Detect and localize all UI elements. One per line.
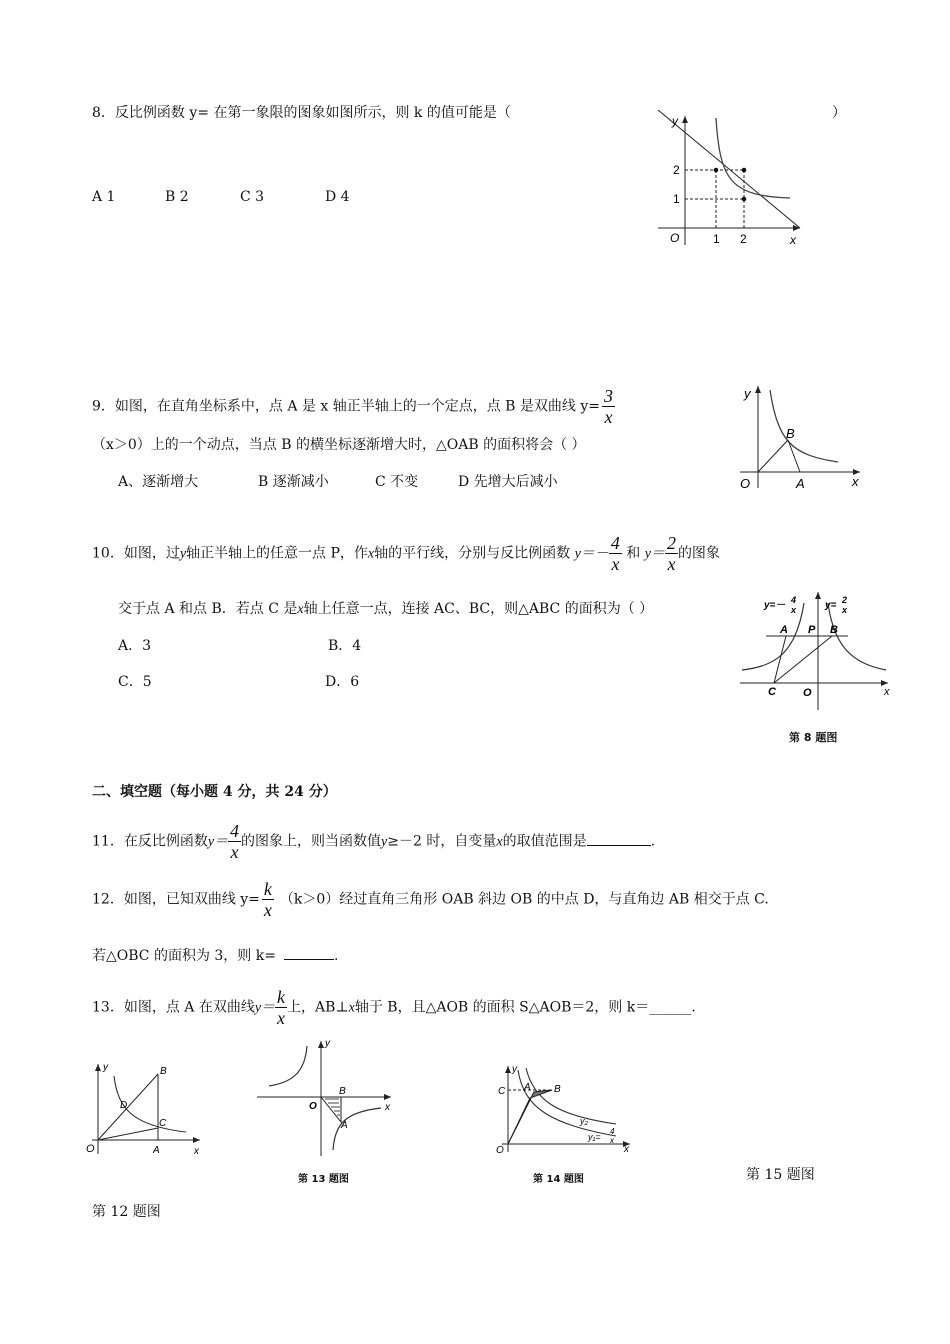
fig12-point-a-label: A (153, 1145, 160, 1156)
q10-curve1-den: x (791, 605, 797, 615)
fig12-point-b-label: B (160, 1066, 167, 1077)
q13-eq: y＝ (254, 1000, 276, 1016)
q10-var-x: x (367, 546, 375, 562)
q10-eq2: y＝ (644, 546, 665, 562)
q13-b: 上，AB⊥ (287, 999, 349, 1016)
q12-period: . (333, 948, 339, 964)
q8-tick-x2: 2 (740, 232, 747, 246)
q9-option-c: C 不变 (375, 474, 419, 490)
q11-period: . (650, 833, 656, 850)
q13-frac-den: x (277, 1008, 286, 1028)
q10-stem-d: 的图象 (677, 545, 720, 562)
q9-stem-a-text: 9．如图，在直角坐标系中，点 A 是 x 轴正半轴上的一个定点，点 B 是双曲线 y= (92, 398, 600, 415)
q9-y-label: y (744, 386, 751, 401)
q11-answer-blank[interactable] (587, 833, 651, 846)
fig12-caption: 第 12 题图 (92, 1204, 161, 1220)
fig13-origin-label: O (309, 1101, 317, 1112)
q10-eq1: y＝－ (574, 546, 609, 562)
section2-title: 二、填空题（每小题 4 分，共 24 分） (92, 784, 337, 800)
fig14-y1-label: y₁= (588, 1132, 601, 1142)
q10-stem-b: 轴正半轴上的任意一点 P，作 (186, 545, 368, 562)
q11-a: 11．在反比例函数 (92, 833, 208, 850)
fig14-point-b-label: B (554, 1084, 561, 1095)
fig12-graph (82, 1060, 212, 1160)
q11-d: 的取值范围是 (502, 833, 587, 850)
q13-frac-num: k (277, 987, 286, 1007)
q10-stem-c: 轴的平行线，分别与反比例函数 (374, 545, 571, 562)
q12-frac (262, 880, 274, 919)
q11-frac-den: x (230, 842, 239, 862)
q8-option-c: C 3 (240, 189, 265, 205)
q10-curve1-label: y=－ (764, 600, 786, 611)
fig14-y1-num: 4 (610, 1127, 615, 1136)
q11-eq: y＝ (207, 834, 229, 850)
q11-stem (92, 822, 655, 861)
fig12-point-d-label: D (120, 1100, 128, 1111)
q8-option-a: A 1 (92, 189, 116, 205)
fig12-y-label: y (103, 1062, 108, 1073)
q8-option-b: B 2 (165, 189, 189, 205)
q10-graph (736, 588, 896, 713)
q10-point-p-label: P (808, 624, 816, 636)
q10-frac2-num: 2 (666, 533, 676, 553)
q12-a: 12．如图，已知双曲线 y= (92, 891, 260, 908)
q8-origin-label: O (670, 231, 680, 245)
q8-tick-y1: 1 (673, 192, 680, 206)
q12-line2 (92, 945, 338, 965)
q10-frac1-den: x (611, 554, 620, 574)
q8-option-d: D 4 (325, 189, 350, 205)
q11-var-x: x (496, 834, 503, 850)
q9-graph (730, 380, 870, 495)
q9-frac-num: 3 (604, 386, 613, 406)
fig14-x-label: x (624, 1144, 629, 1154)
q9-option-d: D 先增大后减小 (458, 474, 558, 490)
q10-and: 和 (626, 545, 641, 562)
q10-origin-label: O (803, 687, 812, 699)
fig13-graph (255, 1038, 395, 1158)
q9-point-b-label: B (786, 426, 795, 441)
q10-figure-caption: 第 8 题图 (789, 731, 838, 744)
q10-frac1 (609, 534, 622, 573)
q10-curve2-label: y= (825, 600, 837, 611)
q10-point-b-label: B (830, 624, 838, 636)
q10-option-c: C．5 (118, 674, 152, 690)
q9-point-a-label: A (796, 476, 805, 491)
q10-option-b: B．4 (328, 638, 362, 654)
q9-fraction (602, 387, 615, 426)
q10-frac2-den: x (667, 554, 676, 574)
q10-var-y: y (179, 546, 187, 562)
q9-stem-b: （x＞0）上的一个动点，当点 B 的横坐标逐渐增大时，△OAB 的面积将会（ ） (92, 437, 586, 453)
q9-option-a: A、逐渐增大 (118, 474, 199, 490)
q8-tick-y2: 2 (673, 163, 680, 177)
q10-point-a-label: A (780, 624, 788, 636)
q10-curve2-den: x (842, 605, 848, 615)
q11-frac (228, 822, 241, 861)
q10-option-d: D．6 (325, 674, 360, 690)
fig13-y-label: y (325, 1038, 330, 1049)
fig14-y1-den: x (610, 1136, 614, 1145)
fig13-x-label: x (385, 1102, 390, 1113)
q10-curve2-num: 2 (842, 595, 848, 605)
q10-stem-a: 10．如图，过 (92, 545, 180, 562)
q10-frac1-num: 4 (610, 533, 620, 553)
q8-tick-x1: 1 (713, 232, 720, 246)
fig14-y-label: y (512, 1064, 517, 1075)
q10-x-label: x (884, 686, 890, 698)
fig15-caption: 第 15 题图 (746, 1167, 815, 1183)
q11-b: 的图象上，则当函数值 (241, 833, 382, 850)
q12-stem (92, 880, 769, 919)
fig14-y2-label: y₂ (580, 1116, 588, 1126)
q8-paren-close: ） (832, 105, 846, 121)
fig14-origin-label: O (496, 1145, 504, 1154)
fig12-point-c-label: C (159, 1118, 167, 1129)
q10-line2-a: 交于点 A 和点 B．若点 C 是 (118, 601, 298, 617)
q9-frac-den: x (604, 407, 613, 427)
fig13-point-a-label: A (341, 1120, 348, 1131)
q12-frac-den: x (263, 900, 272, 920)
q10-point-c-label: C (768, 686, 776, 698)
fig13-point-b-label: B (339, 1086, 346, 1097)
q13-frac (275, 988, 287, 1027)
q10-stem-line1 (92, 534, 720, 573)
q12-line2-text: 若△OBC 的面积为 3，则 k= (92, 948, 276, 964)
fig12-origin-label: O (86, 1143, 95, 1155)
q11-frac-num: 4 (230, 821, 240, 841)
q13-var-x: x (348, 1000, 355, 1016)
q11-var-y: y (381, 834, 388, 850)
q13-a: 13．如图，点 A 在双曲线 (92, 999, 255, 1016)
q12-frac-num: k (263, 879, 272, 899)
q12-b: （k＞0）经过直角三角形 OAB 斜边 OB 的中点 D，与直角边 AB 相交于点 C. (279, 891, 769, 908)
q9-x-label: x (852, 474, 859, 489)
q10-curve1-num: 4 (791, 595, 797, 605)
q10-line2-b: 轴上任意一点，连接 AC、BC，则△ABC 的面积为（ ） (303, 601, 654, 617)
fig14-point-a-label: A (524, 1082, 531, 1093)
q10-var-x2: x (297, 602, 304, 617)
q12-answer-blank[interactable] (284, 947, 334, 960)
fig14-point-c-label: C (498, 1086, 506, 1097)
q13-c: 轴于 B，且△AOB 的面积 S△AOB＝2，则 k＝______. (354, 999, 696, 1016)
q10-option-a: A．3 (118, 638, 152, 654)
q8-y-label: y (672, 114, 678, 128)
q9-stem-a (92, 387, 615, 426)
q13-stem (92, 988, 696, 1027)
fig13-caption: 第 13 题图 (298, 1174, 349, 1185)
fig12-x-label: x (194, 1146, 199, 1157)
q9-origin-label: O (740, 476, 751, 491)
q8-stem: 8．反比例函数 y= 在第一象限的图象如图所示，则 k 的值可能是（ (92, 105, 511, 121)
q8-x-label: x (790, 233, 796, 247)
q10-frac2 (665, 534, 678, 573)
q9-option-b: B 逐渐减小 (258, 474, 329, 490)
q8-graph (650, 110, 810, 250)
q10-stem-line2 (118, 598, 653, 618)
fig14-caption: 第 14 题图 (533, 1174, 584, 1185)
fig14-graph (490, 1062, 635, 1154)
q11-c: ≥－2 时，自变量 (387, 833, 497, 850)
